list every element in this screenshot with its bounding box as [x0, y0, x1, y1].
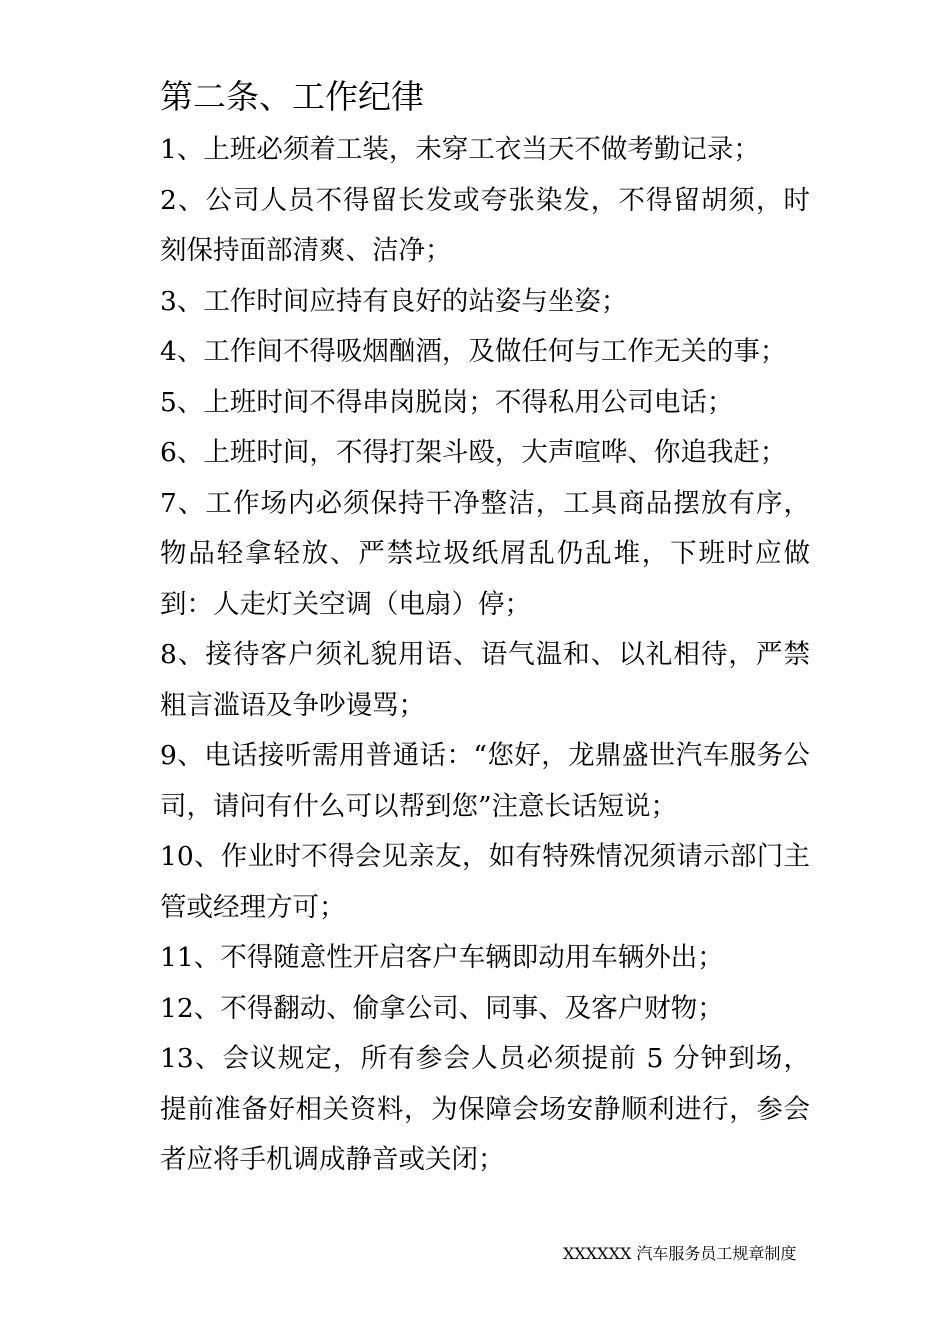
clause-5: 5、上班时间不得串岗脱岗；不得私用公司电话； [160, 386, 734, 418]
clause-6: 6、上班时间，不得打架斗殴，大声喧哗、你追我赶； [160, 437, 787, 468]
clause-11: 11、不得随意性开启客户车辆即动用车辆外出； [160, 942, 724, 973]
section-title: 第二条、工作纪律 [160, 77, 424, 116]
clause-10: 10、作业时不得会见亲友，如有特殊情况须请示部门主管或经理方可； [160, 841, 810, 923]
clause-9: 9、电话接听需用普通话：“您好，龙鼎盛世汽车服务公司，请问有什么可以帮到您”注意长话短说； [160, 740, 810, 822]
clause-2: 2、公司人员不得留长发或夸张染发，不得留胡须，时刻保持面部清爽、洁净； [160, 184, 810, 266]
clause-7: 7、工作场内必须保持干净整洁，工具商品摆放有序，物品轻拿轻放、严禁垃圾纸屑乱仍乱堆，下班时应做到：人走灯关空调（电扇）停； [160, 487, 810, 620]
page-footer: XXXXXX 汽车服务员工规章制度 [563, 1244, 797, 1263]
clause-list [160, 125, 810, 1186]
clause-3: 3、工作时间应持有良好的站姿与坐姿； [160, 285, 628, 317]
clause-4: 4、工作间不得吸烟酗酒，及做任何与工作无关的事； [160, 336, 787, 367]
clause-12: 12、不得翻动、偷拿公司、同事、及客户财物； [160, 992, 724, 1024]
clause-1: 1、上班必须着工装，未穿工衣当天不做考勤记录； [160, 134, 760, 165]
clause-8: 8、接待客户须礼貌用语、语气温和、以礼相待，严禁粗言滥语及争吵谩骂； [160, 639, 810, 721]
clause-13: 13、会议规定，所有参会人员必须提前 5 分钟到场，提前准备好相关资料，为保障会场安静顺利进行，参会者应将手机调成静音或关闭； [160, 1043, 810, 1175]
